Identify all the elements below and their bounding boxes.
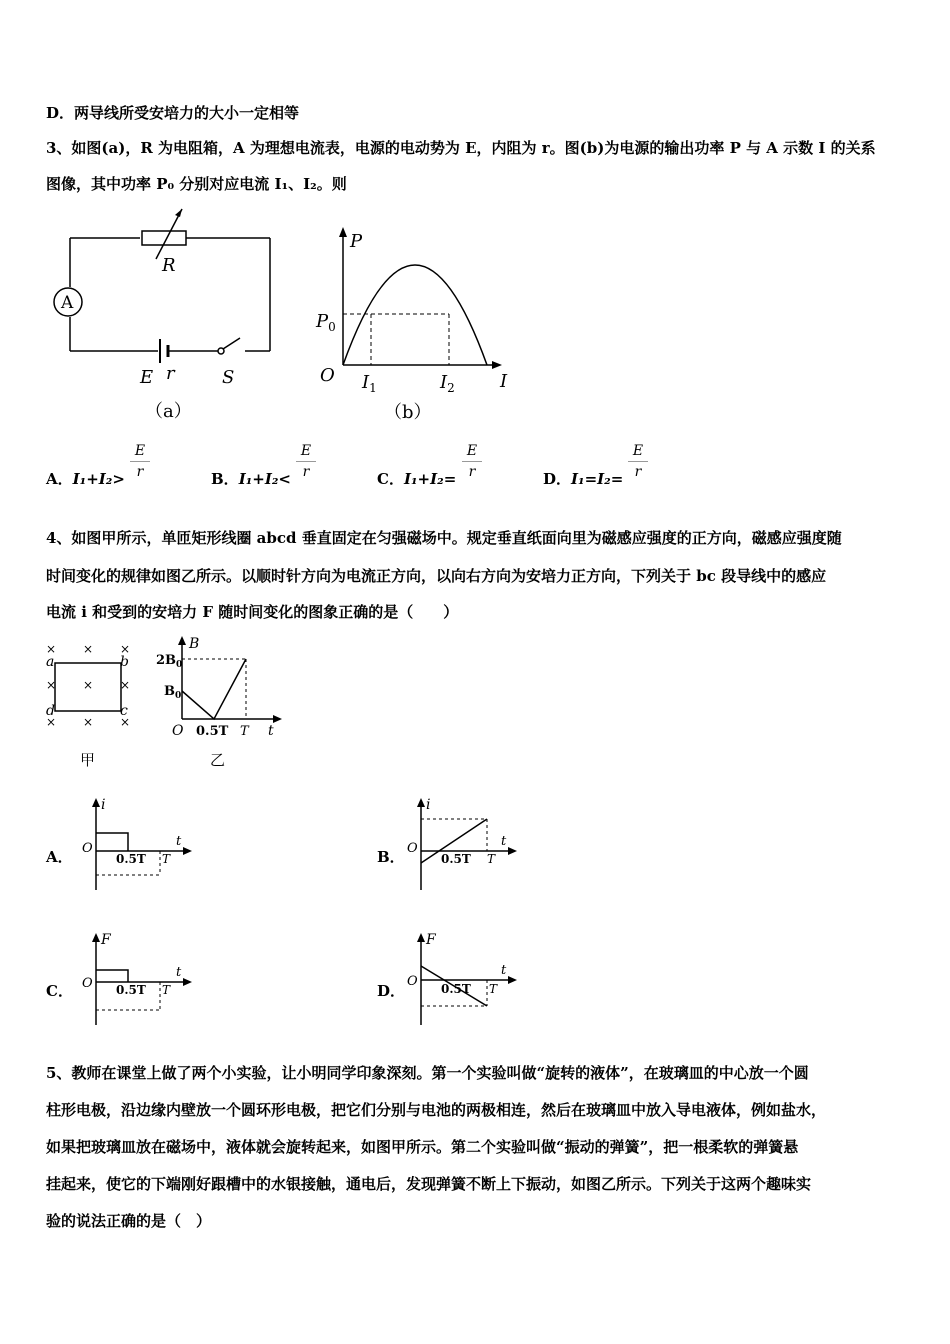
field-curve (182, 659, 246, 719)
corner-d: d (46, 703, 55, 719)
y-axis-label: i (101, 797, 106, 813)
half-t-label: 0.5T (116, 852, 146, 866)
field-cross: × (46, 678, 57, 692)
x-axis-label: t (501, 834, 507, 849)
x-axis-label: I (500, 371, 508, 392)
b0-label: $B_0$ (164, 684, 182, 701)
q4-stem-line3: 电流 i 和受到的安培力 F 随时间变化的图象正确的是（ ） (46, 603, 459, 621)
resistor-label: R (162, 255, 176, 276)
q4-option-c-graph[interactable] (80, 930, 200, 1030)
half-t-label: 0.5T (441, 852, 471, 866)
emf-label: E (140, 367, 154, 388)
figure-jia-caption: 甲 (80, 751, 96, 769)
x-axis-label: t (176, 965, 182, 980)
q4-option-d-graph[interactable] (405, 930, 525, 1030)
q3-option-a-fraction (130, 443, 150, 480)
x-axis-label: t (176, 834, 182, 849)
q5-stem-line2: 柱形电极，沿边缘内壁放一个圆环形电极，把它们分别与电池的两极相连，然后在玻璃皿中放入导电液体，例如盐水， (46, 1101, 827, 1119)
t-label: T (487, 852, 496, 866)
origin-label: O (407, 841, 418, 856)
q3-circuit-figure (50, 205, 290, 425)
q4-option-b-graph[interactable] (405, 795, 525, 895)
y-axis-label: B (189, 636, 200, 652)
option-expr: I₁=I₂= (571, 470, 624, 488)
corner-b: b (120, 654, 129, 670)
field-cross: × (120, 678, 131, 692)
field-cross: × (83, 642, 94, 656)
x-axis-label: t (268, 723, 274, 739)
q3-stem-line1: 3、如图(a)，R 为电阻箱，A 为理想电流表，电源的电动势为 E，内阻为 r。图(b)为电源的输出功率 P 与 A 示数 I 的关系 (46, 139, 876, 157)
option-expr: I₁+I₂> (72, 470, 125, 488)
q3-option-c-fraction (462, 443, 482, 480)
q3-option-a[interactable] (46, 468, 125, 489)
half-t-label: 0.5T (196, 724, 229, 739)
field-cross: × (46, 715, 57, 729)
internal-resistance-label: r (166, 363, 175, 384)
x-axis-label: t (501, 963, 507, 978)
q2-option-d: D．两导线所受安培力的大小一定相等 (46, 104, 300, 122)
current-curve (96, 833, 128, 851)
i1-label: $I_1$ (362, 372, 377, 395)
q3-power-graph (310, 225, 530, 425)
power-curve (343, 265, 487, 365)
field-cross: × (83, 678, 94, 692)
ammeter-label: A (61, 293, 74, 313)
q5-stem-line5: 验的说法正确的是（ ） (46, 1212, 212, 1230)
switch-label: S (222, 367, 235, 388)
q4-field-graph (150, 633, 290, 773)
figure-yi-caption: 乙 (210, 751, 226, 769)
figure-a-caption: （a） (145, 401, 192, 422)
y-axis-label: i (426, 797, 431, 813)
q4-option-a-graph[interactable] (80, 795, 200, 895)
fraction-denominator: r (302, 464, 310, 480)
field-cross: × (120, 642, 131, 656)
field-cross: × (46, 642, 57, 656)
q4-stem-line1: 4、如图甲所示，单匝矩形线圈 abcd 垂直固定在匀强磁场中。规定垂直纸面向里为磁感应强度的正方向，磁感应强度随 (46, 529, 842, 547)
i2-label: $I_2$ (440, 372, 455, 395)
origin-label: O (82, 976, 93, 991)
q4-stem-line2: 时间变化的规律如图乙所示。以顺时针方向为电流正方向，以向右方向为安培力正方向，下列关于 bc 段导线中的感应 (46, 567, 827, 585)
fraction-denominator: r (634, 464, 642, 480)
option-label: D． (543, 470, 572, 488)
fraction-denominator: r (468, 464, 476, 480)
corner-c: c (120, 703, 128, 719)
y-axis-label: F (101, 932, 111, 948)
two-b0-label: $2B_0$ (156, 653, 183, 670)
field-cross: × (120, 715, 131, 729)
q3-option-b[interactable] (211, 468, 291, 489)
q5-stem-line3: 如果把玻璃皿放在磁场中，液体就会旋转起来，如图甲所示。第二个实验叫做“振动的弹簧”，把一根柔软的弹簧悬 (46, 1138, 799, 1156)
t-label: T (489, 982, 498, 996)
q4-option-d-label[interactable]: D． (377, 982, 406, 1000)
field-cross: × (83, 715, 94, 729)
fraction-denominator: r (136, 464, 144, 480)
option-label: C． (377, 470, 404, 488)
origin-label: O (407, 974, 418, 989)
option-label: A． (46, 470, 73, 488)
q3-option-d-fraction (628, 443, 648, 480)
t-label: T (162, 983, 171, 997)
option-expr: I₁+I₂< (238, 470, 291, 488)
figure-b-caption: （b） (384, 402, 432, 423)
p0-label: $P_0$ (316, 311, 336, 334)
y-axis-label: P (350, 231, 363, 252)
option-label: B． (211, 470, 239, 488)
half-t-label: 0.5T (441, 982, 471, 996)
origin-label: O (172, 723, 184, 739)
force-curve (96, 970, 128, 982)
q4-option-a-label[interactable]: A． (46, 848, 73, 866)
fraction-numerator: E (134, 443, 146, 459)
option-expr: I₁+I₂= (403, 470, 457, 488)
q3-option-b-fraction (296, 443, 316, 480)
q5-stem-line1: 5、教师在课堂上做了两个小实验，让小明同学印象深刻。第一个实验叫做“旋转的液体”，在玻璃皿的中心放一个圆 (46, 1064, 809, 1082)
fraction-numerator: E (300, 443, 312, 459)
q3-option-d[interactable] (543, 468, 623, 489)
origin-label: O (320, 365, 335, 386)
half-t-label: 0.5T (116, 983, 146, 997)
t-label: T (240, 724, 249, 739)
q3-option-c[interactable] (377, 468, 456, 489)
y-axis-label: F (426, 932, 436, 948)
t-label: T (162, 852, 171, 866)
origin-label: O (82, 841, 93, 856)
q4-option-b-label[interactable]: B． (377, 848, 405, 866)
q3-stem-line2: 图像，其中功率 P₀ 分别对应电流 I₁、I₂。则 (46, 175, 347, 193)
q4-coil-figure (40, 640, 140, 775)
q5-stem-line4: 挂起来，使它的下端刚好跟槽中的水银接触，通电后，发现弹簧不断上下振动，如图乙所示。下列关于这两个趣味实 (46, 1175, 812, 1193)
fraction-numerator: E (466, 443, 478, 459)
corner-a: a (46, 654, 55, 670)
q4-option-c-label[interactable]: C． (46, 982, 73, 1000)
fraction-numerator: E (632, 443, 644, 459)
